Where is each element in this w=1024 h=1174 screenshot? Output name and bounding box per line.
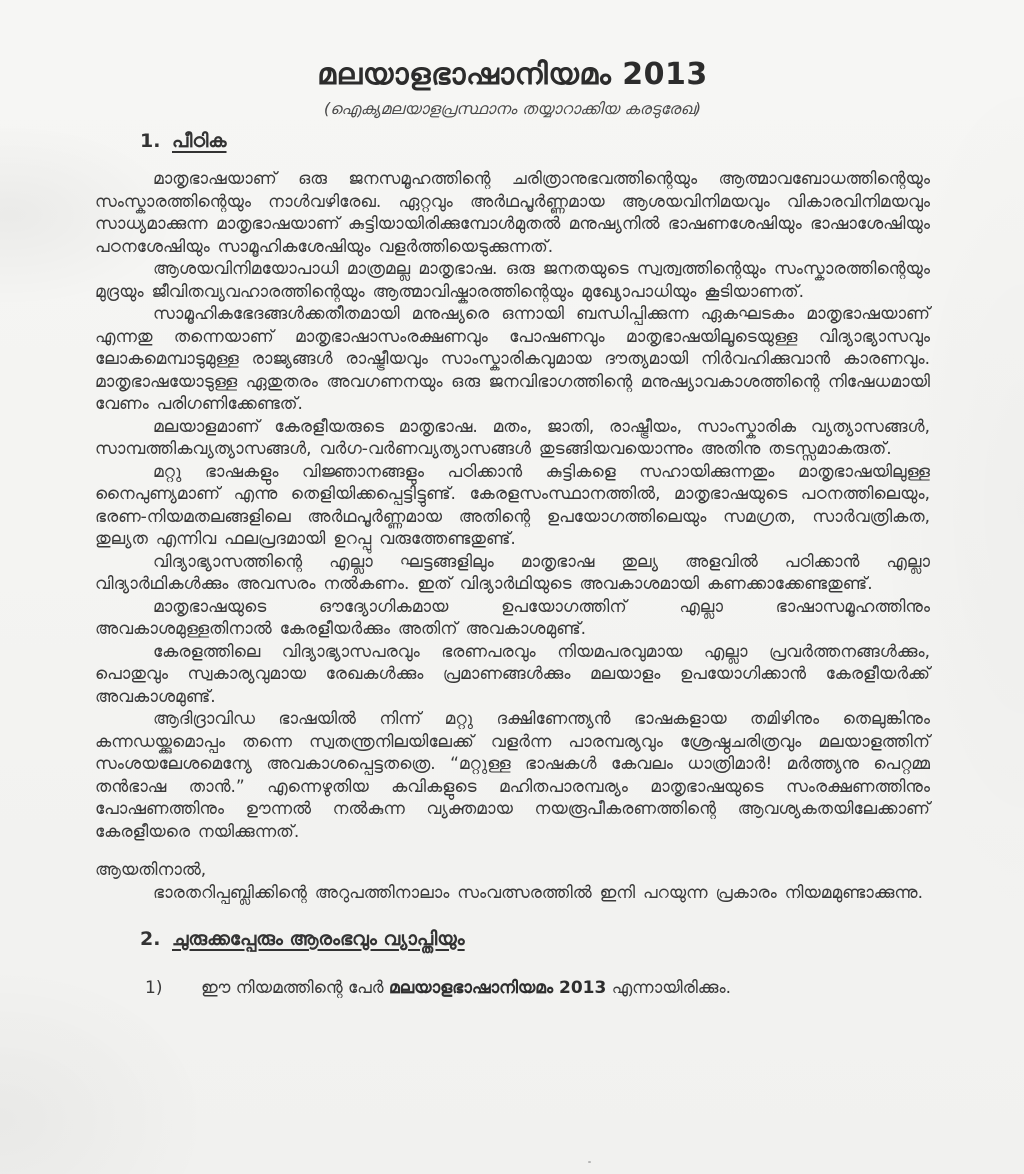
document-title: മലയാളഭാഷാനിയമം 2013 — [317, 57, 708, 92]
preamble-paragraph-6: വിദ്യാഭ്യാസത്തിന്റെ എല്ലാ ഘട്ടങ്ങളിലും മാതൃഭാഷ തുല്യ അളവിൽ പഠിക്കാൻ എല്ലാ വിദ്യാർഥികൾക്കും അവസരം നൽകണം. ഇത് വിദ്യാർഥിയുടെ അവകാശമായി കണക്കാക്കേണ്ടതുണ്ട്. — [95, 551, 930, 594]
section-1-heading — [140, 130, 930, 153]
clause-1 — [145, 977, 930, 1000]
section-2-heading — [140, 928, 930, 951]
section-2-title: ചുരുക്കപ്പേരും ആരംഭവും വ്യാപ്തിയും — [172, 928, 465, 950]
clause-1-text — [201, 977, 731, 1000]
section-2-number: 2. — [140, 928, 161, 950]
enactment-paragraph: ഭാരതറിപ്പബ്ലിക്കിന്റെ അറുപത്തിനാലാം സംവത്സരത്തിൽ ഇനി പറയുന്ന പ്രകാരം നിയമമുണ്ടാക്കുന്നു. — [153, 882, 923, 903]
preamble-paragraph-9: ആദിദ്രാവിഡ ഭാഷയിൽ നിന്ന് മറ്റു ദക്ഷിണേന്ത്യൻ ഭാഷകളായ തമിഴിനും തെലുങ്കിനും കന്നഡയ്ക്കുമൊപ്പം തന്നെ സ്വതന്ത്രനിലയിലേക്ക് വളർന്ന പാരമ്പര്യവും ശ്രേഷ്ഠചരിത്രവും മലയാളത്തിന് സംശയലേശമെന്യേ അവകാശപ്പെട്ടതത്രെ. “മറ്റുള്ള ഭാഷകൾ കേവലം ധാത്രിമാർ! മർത്ത്യനു പെറ്റമ്മ തൻഭാഷ താൻ.” എന്നെഴുതിയ കവികളുടെ മഹിതപാരമ്പര്യം മാതൃഭാഷയുടെ സംരക്ഷണത്തിനും പോഷണത്തിനും ഊന്നൽ നൽകുന്ന വ്യക്തമായ നയരൂപീകരണത്തിന്റെ ആവശ്യകതയിലേക്കാണ് കേരളീയരെ നയിക്കുന്നത്. — [95, 709, 930, 842]
document-subtitle: (ഐക്യമലയാളപ്രസ്ഥാനം തയ്യാറാക്കിയ കരടുരേഖ) — [323, 99, 702, 118]
section-1-number: 1. — [140, 130, 161, 152]
section-1-title: പീഠിക — [172, 130, 227, 152]
clause-1-act-name: മലയാളഭാഷാനിയമം 2013 — [388, 978, 607, 998]
preamble-paragraph-3: സാമൂഹികഭേദങ്ങൾക്കതീതമായി മനുഷ്യരെ ഒന്നായി ബന്ധിപ്പിക്കുന്ന ഏകഘടകം മാതൃഭാഷയാണ് എന്നതു തന്നെയാണ് മാതൃഭാഷാസംരക്ഷണവും പോഷണവും മാതൃഭാഷയിലൂടെയുള്ള വിദ്യാഭ്യാസവും ലോകമെമ്പാടുമുള്ള രാജ്യങ്ങൾ രാഷ്ട്രീയവും സാംസ്കാരികവുമായ ദൗത്യമായി നിർവഹിക്കുവാൻ കാരണവും. മാതൃഭാഷയോടുള്ള ഏതുതരം അവഗണനയും ഒരു ജനവിഭാഗത്തിന്റെ മനുഷ്യാവകാശത്തിന്റെ നിഷേധമായി വേണം പരിഗണിക്കേണ്ടത്. — [95, 304, 930, 414]
therefore-line: ആയതിനാൽ, — [95, 860, 207, 880]
clause-1-text-before: ഈ നിയമത്തിന്റെ പേർ — [201, 978, 389, 998]
scan-speck — [588, 1161, 591, 1163]
preamble-paragraph-7: മാതൃഭാഷയുടെ ഔദ്യോഗികമായ ഉപയോഗത്തിന് എല്ലാ ഭാഷാസമൂഹത്തിനും അവകാശമുള്ളതിനാൽ കേരളീയർക്കും അതിന് അവകാശമുണ്ട്. — [95, 596, 930, 639]
preamble-body — [95, 168, 930, 843]
preamble-paragraph-8: കേരളത്തിലെ വിദ്യാഭ്യാസപരവും ഭരണപരവും നിയമപരവുമായ എല്ലാ പ്രവർത്തനങ്ങൾക്കും, പൊതുവും സ്വകാര്യവുമായ രേഖകൾക്കും പ്രമാണങ്ങൾക്കും മലയാളം ഉപയോഗിക്കാൻ കേരളീയർക്ക് അവകാശമുണ്ട്. — [95, 641, 930, 707]
clause-1-marker: 1) — [145, 978, 163, 998]
preamble-paragraph-2: ആശയവിനിമയോപാധി മാത്രമല്ല മാതൃഭാഷ. ഒരു ജനതയുടെ സ്വത്വത്തിന്റെയും സംസ്കാരത്തിന്റെയും മുദ്രയും ജീവിതവ്യവഹാരത്തിന്റെയും ആത്മാവിഷ്കാരത്തിന്റെയും മുഖ്യോപാധിയും കൂടിയാണത്. — [95, 259, 930, 302]
preamble-paragraph-1: മാതൃഭാഷയാണ് ഒരു ജനസമൂഹത്തിന്റെ ചരിത്രാനുഭവത്തിന്റെയും ആത്മാവബോധത്തിന്റെയും സംസ്കാരത്തിന്റെയും നാൾവഴിരേഖ. ഏറ്റവും അർഥപൂർണ്ണമായ ആശയവിനിമയവും വികാരവിനിമയവും സാധ്യമാക്കുന്ന മാതൃഭാഷയാണ് കുട്ടിയായിരിക്കുമ്പോൾമുതൽ മനുഷ്യനിൽ ഭാഷണശേഷിയും ഭാഷാശേഷിയും പഠനശേഷിയും സാമൂഹികശേഷിയും വളർത്തിയെടുക്കുന്നത്. — [95, 169, 930, 257]
clause-1-text-after: എന്നായിരിക്കും. — [606, 978, 731, 998]
preamble-paragraph-5: മറ്റു ഭാഷകളും വിജ്ഞാനങ്ങളും പഠിക്കാൻ കുട്ടികളെ സഹായിക്കുന്നതും മാതൃഭാഷയിലുള്ള നൈപുണ്യമാണ് എന്നു തെളിയിക്കപ്പെട്ടിട്ടുണ്ട്. കേരളസംസ്ഥാനത്തിൽ, മാതൃഭാഷയുടെ പഠനത്തിലെയും, ഭരണ-നിയമതലങ്ങളിലെ അർഥപൂർണ്ണമായ അതിന്റെ ഉപയോഗത്തിലെയും സമഗ്രത, സാർവത്രികത, തുല്യത എന്നിവ ഫലപ്രദമായി ഉറപ്പു വരുത്തേണ്ടതുണ്ട്. — [95, 461, 930, 549]
preamble-paragraph-4: മലയാളമാണ് കേരളീയരുടെ മാതൃഭാഷ. മതം, ജാതി, രാഷ്ട്രീയം, സാംസ്കാരിക വ്യത്യാസങ്ങൾ, സാമ്പത്തികവ്യത്യാസങ്ങൾ, വർഗ-വർണവ്യത്യാസങ്ങൾ തുടങ്ങിയവയൊന്നും അതിനു തടസ്സമാകരുത്. — [95, 416, 930, 459]
